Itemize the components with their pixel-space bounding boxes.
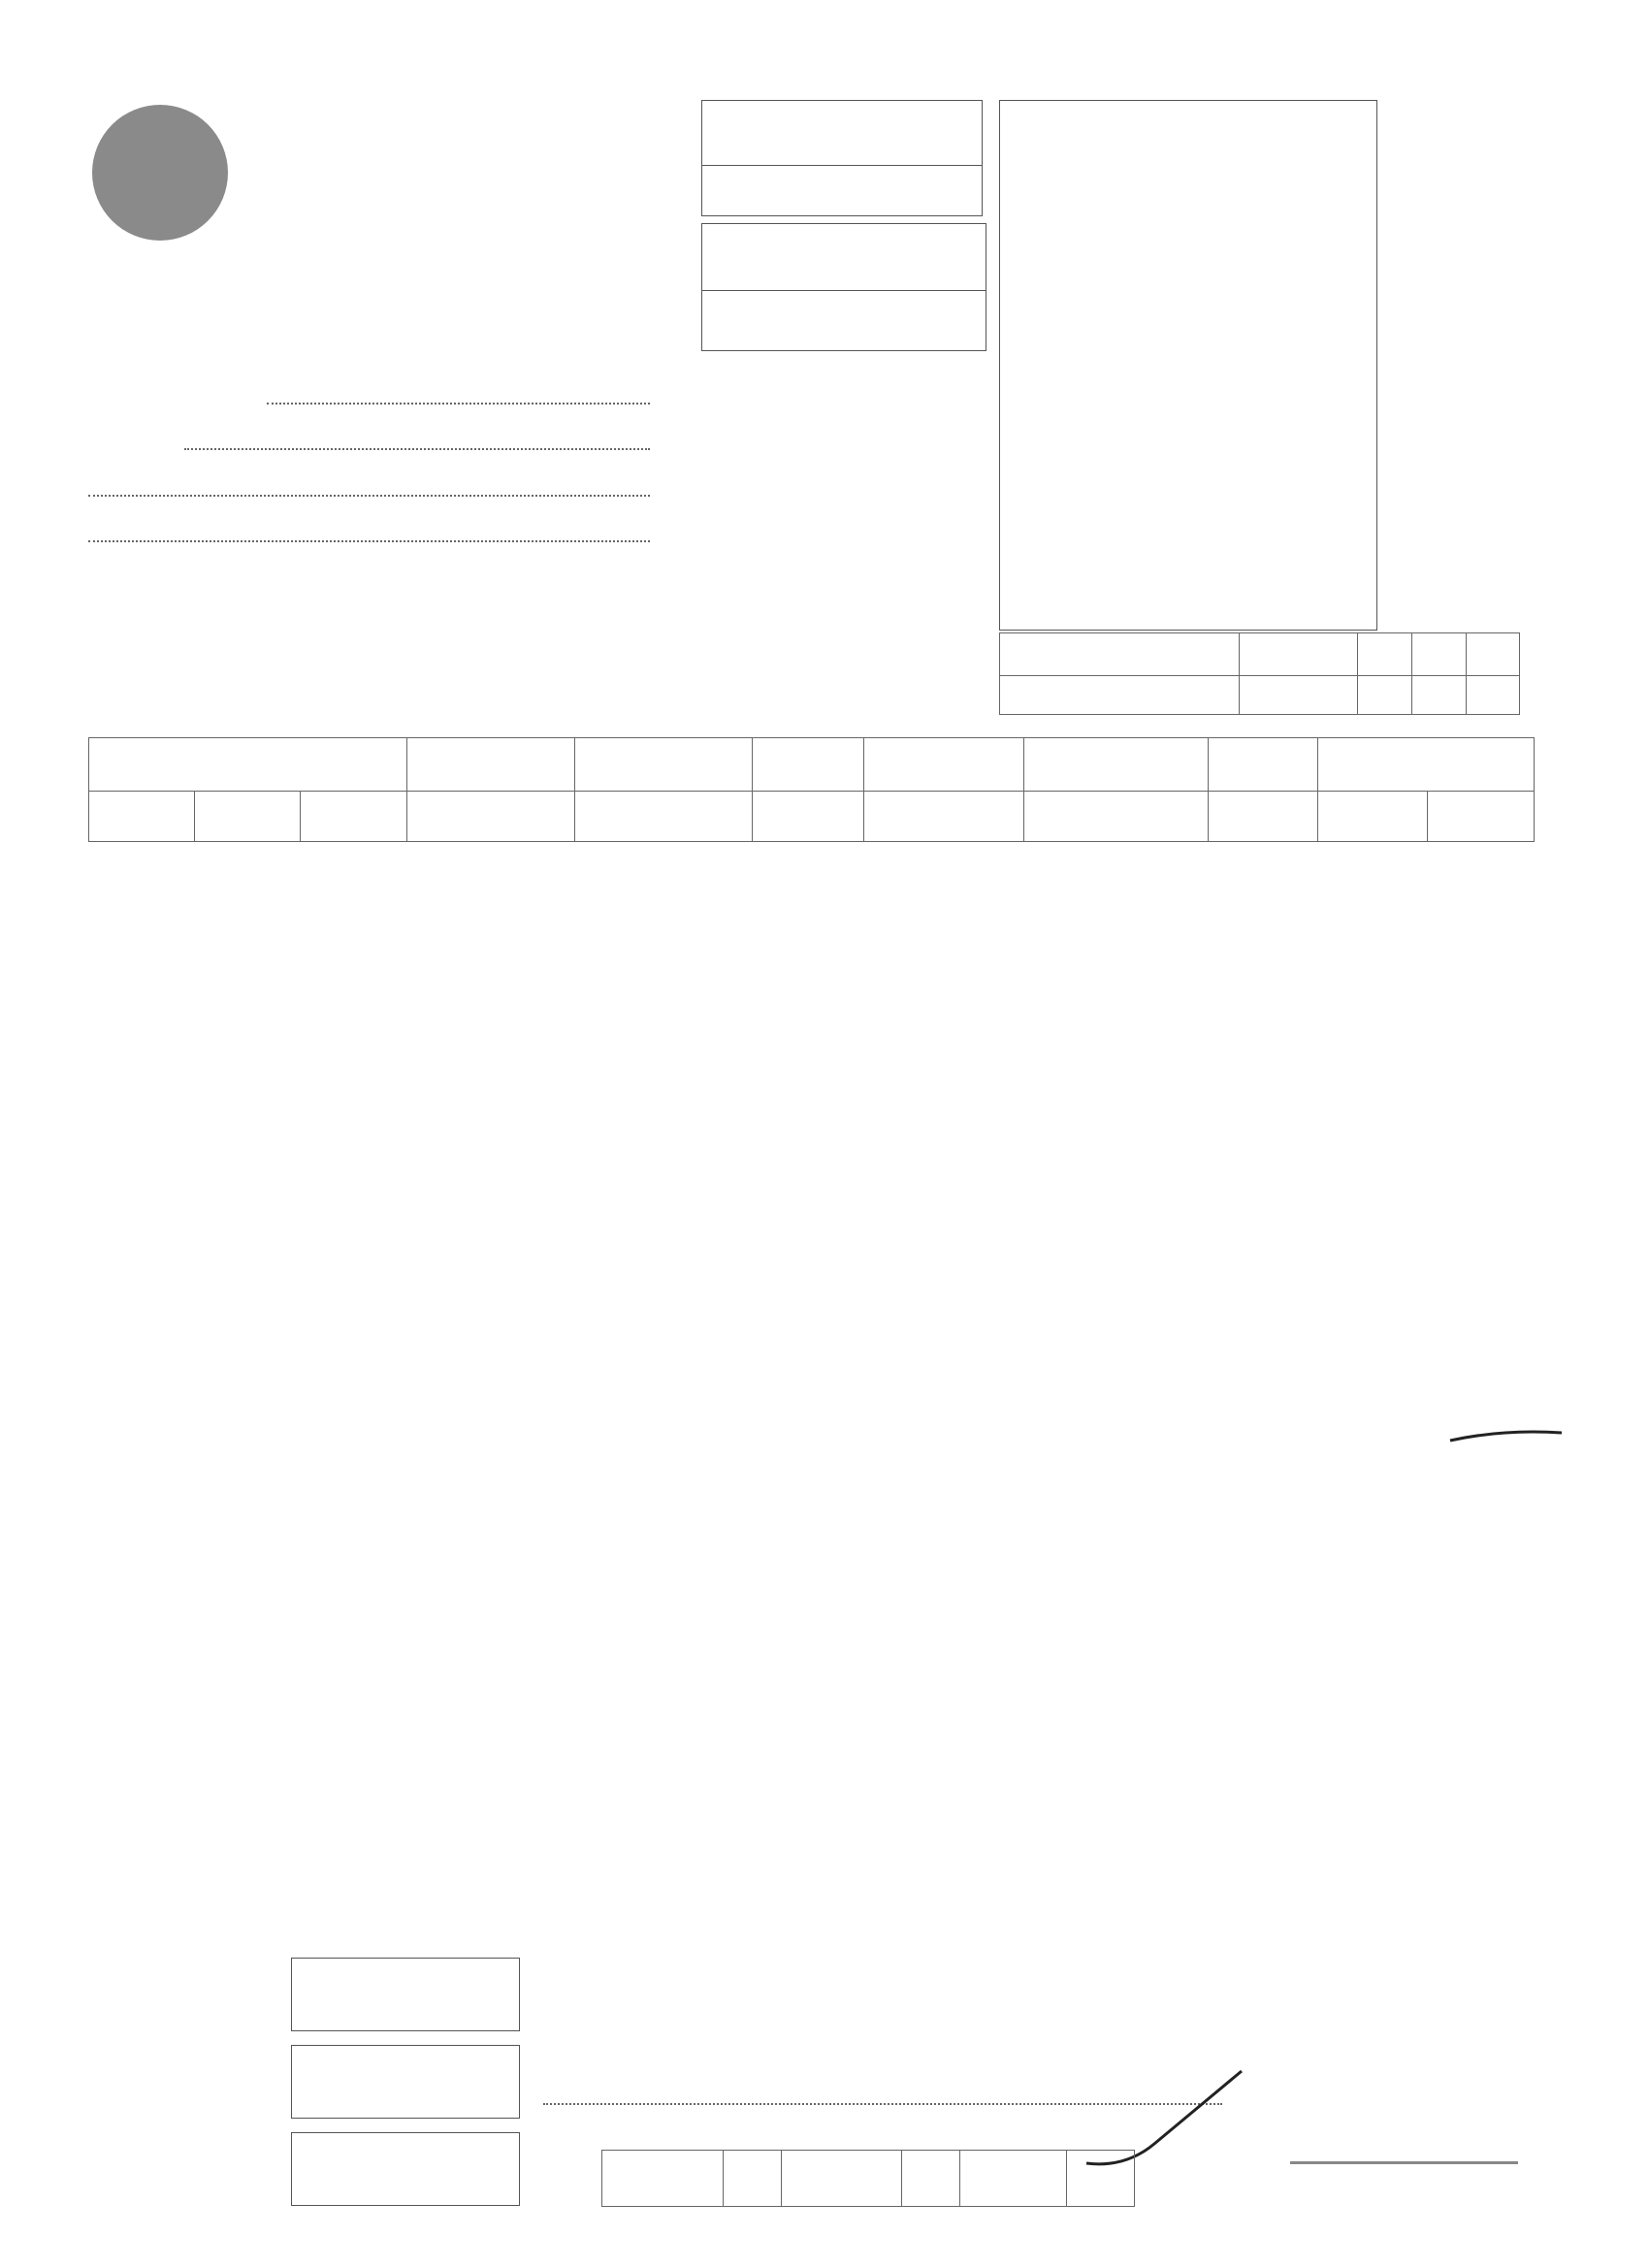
deposit-box bbox=[291, 2045, 520, 2119]
cheque-label bbox=[781, 2151, 902, 2207]
cheque-checkbox[interactable] bbox=[902, 2151, 960, 2207]
payment-methods bbox=[601, 2150, 1135, 2207]
card-checkbox[interactable] bbox=[1067, 2151, 1135, 2207]
subtotal-underline bbox=[1445, 1421, 1581, 1450]
balance-box bbox=[291, 2132, 520, 2206]
cash-checkbox[interactable] bbox=[723, 2151, 781, 2207]
card-label bbox=[960, 2151, 1067, 2207]
bbsa-logo bbox=[1290, 2159, 1518, 2166]
cash-label bbox=[602, 2151, 724, 2207]
total-box bbox=[291, 1958, 520, 2031]
